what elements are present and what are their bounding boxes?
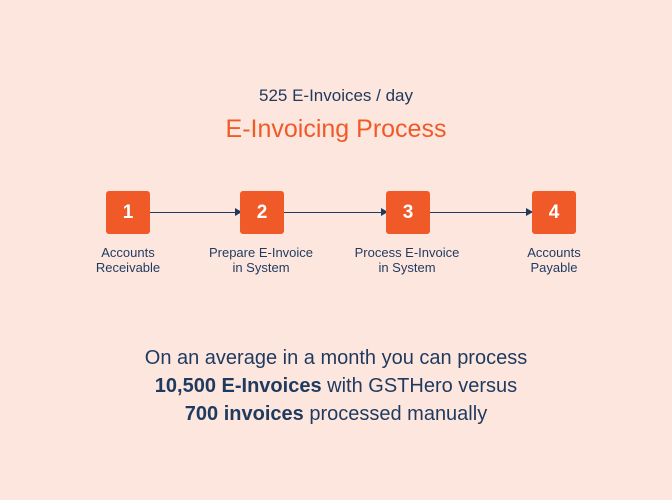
summary-line-3 bbox=[0, 400, 672, 428]
connector-line-3-4 bbox=[430, 212, 532, 213]
step-1-number: 1 bbox=[122, 201, 134, 223]
step-4-box bbox=[532, 191, 576, 234]
connector-line-2-3 bbox=[284, 212, 387, 213]
summary-text bbox=[0, 344, 672, 428]
step-2-label-line1: Prepare E-Invoice bbox=[208, 245, 314, 260]
step-4-number: 4 bbox=[548, 201, 560, 223]
summary-line-2-rest: with GSTHero versus bbox=[321, 375, 518, 397]
summary-line-2 bbox=[0, 372, 672, 400]
step-4-label bbox=[484, 245, 624, 275]
step-3-label-line1: Process E-Invoice bbox=[354, 245, 460, 260]
step-3-box bbox=[386, 191, 430, 234]
step-2-label-line2: in System bbox=[232, 260, 290, 275]
step-4-label-line2: Payable bbox=[530, 260, 578, 275]
step-3-label bbox=[337, 245, 477, 275]
step-3-number: 3 bbox=[402, 201, 414, 223]
step-2-number: 2 bbox=[256, 201, 268, 223]
step-1-box bbox=[106, 191, 150, 234]
page-title: E-Invoicing Process bbox=[225, 115, 447, 143]
invoice-count-gsthero: 10,500 E-Invoices bbox=[154, 375, 322, 397]
subtitle: 525 E-Invoices / day bbox=[258, 86, 414, 105]
step-1-label-line2: Receivable bbox=[95, 260, 161, 275]
step-1-label-line1: Accounts bbox=[101, 245, 155, 260]
step-3-label-line2: in System bbox=[378, 260, 436, 275]
step-2-box bbox=[240, 191, 284, 234]
step-1-label bbox=[58, 245, 198, 275]
step-4-label-line1: Accounts bbox=[527, 245, 581, 260]
step-2-label bbox=[191, 245, 331, 275]
summary-line-3-rest: processed manually bbox=[303, 403, 488, 425]
connector-line-1-2 bbox=[150, 212, 241, 213]
invoice-count-manual: 700 invoices bbox=[184, 403, 304, 425]
summary-line-1: On an average in a month you can process bbox=[144, 347, 528, 369]
